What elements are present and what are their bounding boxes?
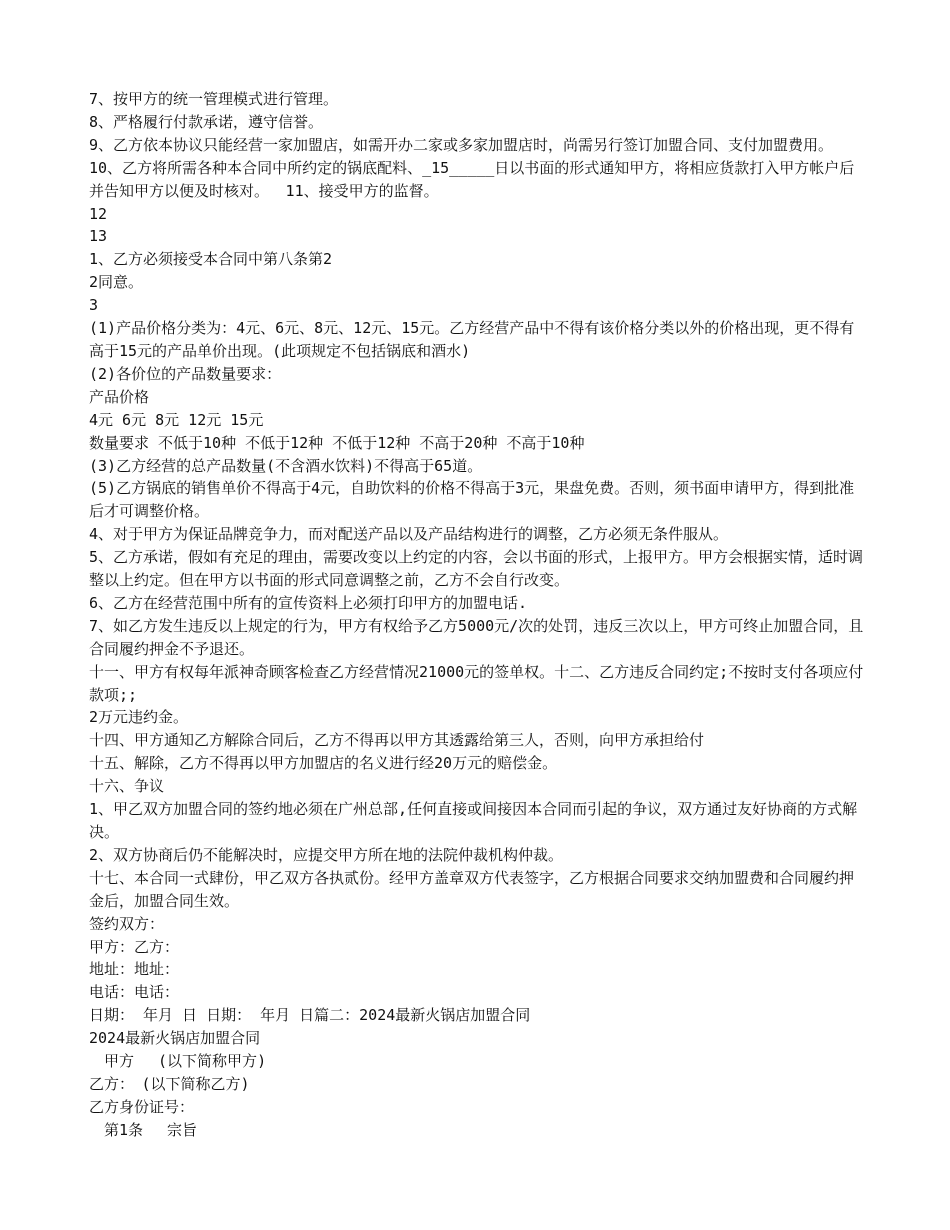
text-line: 12 bbox=[89, 204, 108, 223]
text-line: 6、乙方在经营范围中所有的宣传资料上必须打印甲方的加盟电话. bbox=[89, 593, 528, 612]
text-line: 产品价格 bbox=[89, 387, 150, 406]
text-line: 十六、争议 bbox=[89, 777, 165, 796]
text-line: (5)乙方锅底的销售单价不得高于4元，自助饮料的价格不得高于3元，果盘免费。否则，须书面申请甲方，得到批准后才可调整价格。 bbox=[89, 479, 855, 521]
text-line: 甲方 (以下简称甲方) bbox=[89, 1052, 267, 1071]
text-line: 数量要求 不低于10种 不低于12种 不低于12种 不高于20种 不高于10种 bbox=[89, 433, 585, 452]
text-line: 日期： 年月 日 日期： 年月 日篇二：2024最新火锅店加盟合同 bbox=[89, 1006, 531, 1025]
text-line: 乙方： (以下简称乙方) bbox=[89, 1074, 250, 1093]
text-line: 7、按甲方的统一管理模式进行管理。 bbox=[89, 90, 339, 108]
text-line: 10、乙方将所需各种本合同中所约定的锅底配料、_15_____日以书面的形式通知甲方，将相应货款打入甲方帐户后并告知甲方以便及时核对。 11、接受甲方的监督。 bbox=[89, 158, 855, 200]
text-line: 十四、甲方通知乙方解除合同后，乙方不得再以甲方其透露给第三人，否则，向甲方承担给付 bbox=[89, 731, 705, 750]
text-line: 签约双方： bbox=[89, 914, 165, 933]
text-line: 3 bbox=[89, 296, 99, 315]
text-line: 2同意。 bbox=[89, 273, 144, 292]
text-line: 5、乙方承诺，假如有充足的理由，需要改变以上约定的内容，会以书面的形式，上报甲方。甲方会根据实情，适时调整以上约定。但在甲方以书面的形式同意调整之前，乙方不会自行改变。 bbox=[89, 548, 864, 590]
text-line: 2、双方协商后仍不能解决时，应提交甲方所在地的法院仲裁机构仲裁。 bbox=[89, 845, 564, 864]
text-line: 1、乙方必须接受本合同中第八条第2 bbox=[89, 250, 333, 269]
text-line: 乙方身份证号： bbox=[89, 1097, 195, 1116]
text-line: 1、甲乙双方加盟合同的签约地必须在广州总部,任何直接或间接因本合同而引起的争议，双方通过友好协商的方式解决。 bbox=[89, 800, 858, 841]
text-line: 电话：电话： bbox=[89, 983, 180, 1002]
text-line: 地址：地址： bbox=[89, 960, 180, 979]
text-line: 13 bbox=[89, 227, 108, 246]
text-line: 十一、甲方有权每年派神奇顾客检查乙方经营情况21000元的签单权。十二、乙方违反合同约定;不按时支付各项应付款项;; bbox=[89, 662, 864, 704]
document-body bbox=[89, 88, 864, 1142]
text-line: 甲方：乙方： bbox=[89, 937, 180, 956]
text-line: (3)乙方经营的总产品数量(不含酒水饮料)不得高于65道。 bbox=[89, 456, 483, 475]
text-line: 十七、本合同一式肆份，甲乙双方各执贰份。经甲方盖章双方代表签字，乙方根据合同要求交纳加盟费和合同履约押金后，加盟合同生效。 bbox=[89, 868, 855, 910]
text-line: 十五、解除，乙方不得再以甲方加盟店的名义进行经20万元的赔偿金。 bbox=[89, 754, 558, 773]
text-line: 7、如乙方发生违反以上规定的行为，甲方有权给予乙方5000元/次的处罚，违反三次以上，甲方可终止加盟合同，且合同履约押金不予退还。 bbox=[89, 616, 864, 658]
text-line: (1)产品价格分类为：4元、6元、8元、12元、15元。乙方经营产品中不得有该价格分类以外的价格出现，更不得有高于15元的产品单价出现。(此项规定不包括锅底和酒水) bbox=[89, 319, 855, 360]
text-line: 4元 6元 8元 12元 15元 bbox=[89, 410, 264, 429]
text-line: 2024最新火锅店加盟合同 bbox=[89, 1029, 261, 1048]
text-line: 2万元违约金。 bbox=[89, 708, 189, 727]
text-line: 第1条 宗旨 bbox=[89, 1120, 198, 1139]
text-line: 4、对于甲方为保证品牌竞争力，而对配送产品以及产品结构进行的调整，乙方必须无条件服从。 bbox=[89, 525, 729, 544]
text-line: 9、乙方依本协议只能经营一家加盟店，如需开办二家或多家加盟店时，尚需另行签订加盟合同、支付加盟费用。 bbox=[89, 135, 834, 154]
text-line: (2)各价位的产品数量要求： bbox=[89, 364, 282, 383]
text-line: 8、严格履行付款承诺，遵守信誉。 bbox=[89, 112, 324, 131]
